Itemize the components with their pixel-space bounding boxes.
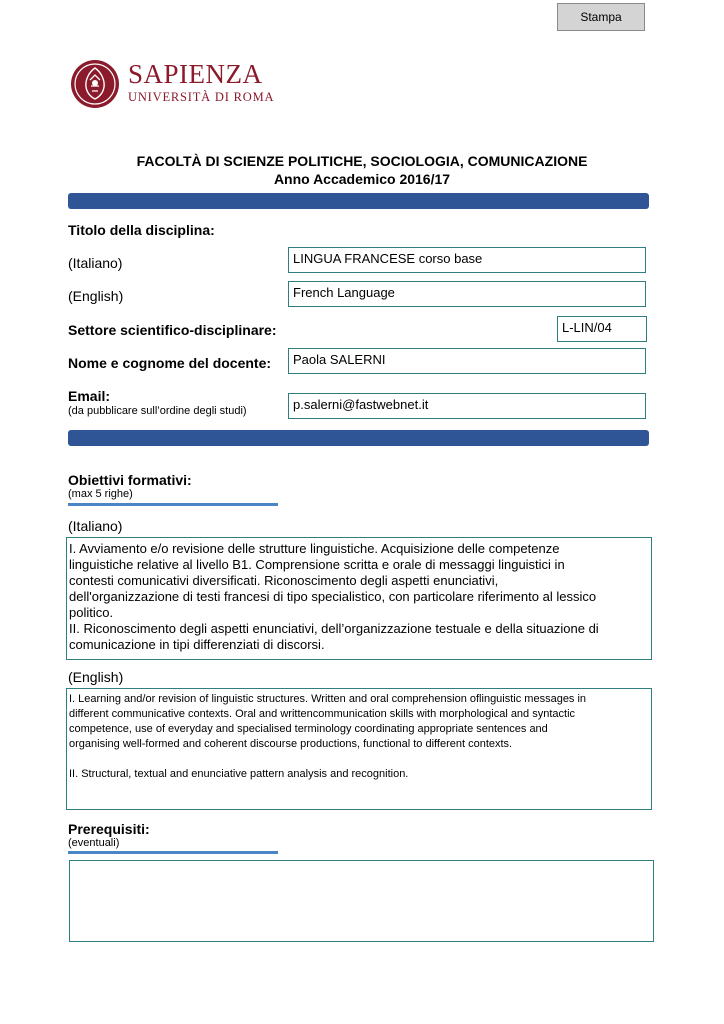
print-button[interactable]: Stampa (557, 3, 645, 31)
course-title-english-field[interactable]: French Language (288, 281, 646, 307)
teacher-field[interactable]: Paola SALERNI (288, 348, 646, 374)
logo-name: SAPIENZA (128, 59, 263, 89)
logo-subtitle: UNIVERSITÀ DI ROMA (128, 90, 275, 104)
email-field[interactable]: p.salerni@fastwebnet.it (288, 393, 646, 419)
seal-icon (70, 56, 120, 112)
objectives-underline (68, 503, 278, 506)
prerequisites-textarea[interactable] (69, 860, 654, 942)
objectives-note: (max 5 righe) (68, 488, 133, 500)
sector-field[interactable]: L-LIN/04 (557, 316, 647, 342)
academic-year: Anno Accademico 2016/17 (273, 171, 451, 187)
faculty-title: FACOLTÀ DI SCIENZE POLITICHE, SOCIOLOGIA, COMUNICAZIONE (136, 153, 588, 169)
objectives-italian-textarea[interactable]: I. Avviamento e/o revisione delle strutture linguistiche. Acquisizione delle competenze linguistiche relative al livello B1. Comprensione scritta e orale di messaggi linguistici in contesti comunicativi diversificati. Riconoscimento degli aspetti enunciativi, dell'organizzazione di testi francesi di tipo specialistico, con particolare riferimento al lessico politico. II. Riconoscimento degli aspetti enunciativi, dell’organizzazione testuale e della situazione di comunicazione in tipi differenziati di discorsi. (66, 537, 652, 660)
prerequisites-note: (eventuali) (68, 837, 120, 849)
prerequisites-title: Prerequisiti: (68, 821, 150, 837)
section-bar (68, 193, 649, 209)
prerequisites-underline (68, 851, 278, 854)
course-title-italian-field[interactable]: LINGUA FRANCESE corso base (288, 247, 646, 273)
objectives-english-textarea[interactable]: I. Learning and/or revision of linguistic structures. Written and oral comprehension oflinguistic messages in different communicative contexts. Oral and writtencommunication skills with morphological and syntactic competence, use of everyday and specialised terminology coordinating appropriate sentences and organising well-formed and coherent discourse productions, functional to different contexts. II. Structural, textual and enunciative pattern analysis and recognition. (66, 688, 652, 810)
email-note: (da pubblicare sull’ordine degli studi) (68, 405, 247, 417)
email-label: Email: (68, 388, 111, 404)
italian-label: (Italiano) (68, 255, 123, 271)
objectives-italian-label: (Italiano) (68, 518, 123, 534)
section-bar (68, 430, 649, 446)
sector-label: Settore scientifico-disciplinare: (68, 322, 277, 338)
objectives-title: Obiettivi formativi: (68, 472, 192, 488)
objectives-english-label: (English) (68, 669, 124, 685)
university-logo (70, 56, 275, 112)
course-title-label: Titolo della disciplina: (68, 222, 215, 238)
teacher-label: Nome e cognome del docente: (68, 355, 272, 371)
english-label: (English) (68, 288, 124, 304)
